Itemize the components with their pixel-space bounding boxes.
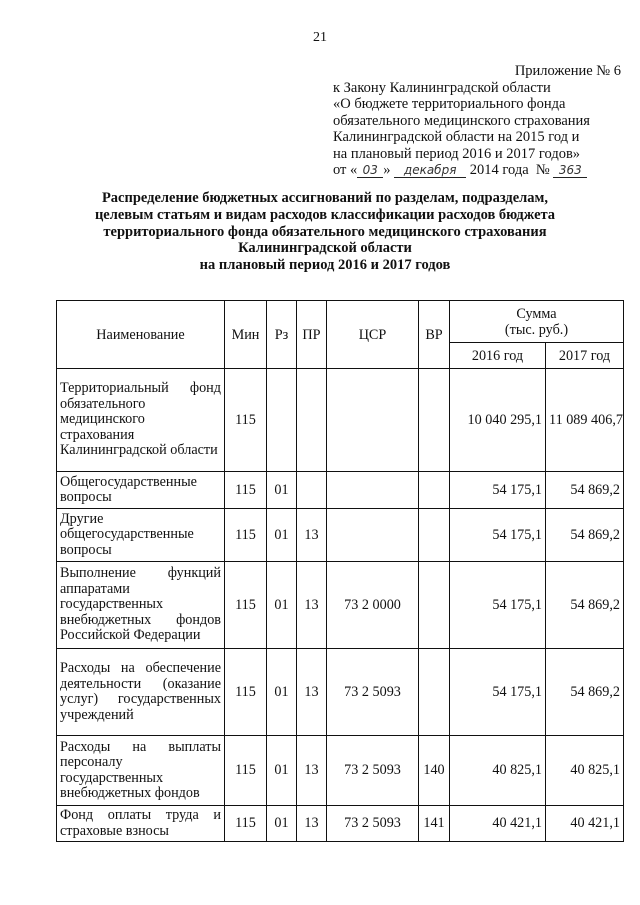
- row-2017: 40 421,1: [546, 806, 624, 842]
- row-csr: 73 2 5093: [327, 649, 419, 736]
- row-min: 115: [225, 472, 267, 509]
- row-2016: 40 421,1: [450, 806, 546, 842]
- row-2016: 40 825,1: [450, 736, 546, 806]
- header-rz: Рз: [267, 301, 297, 369]
- row-pr: 13: [297, 736, 327, 806]
- row-name: Расходы на выплаты персоналу государственных внебюджетных фондов: [57, 736, 225, 806]
- row-csr: [327, 509, 419, 562]
- heading-line: Распределение бюджетных ассигнований по разделам, подразделам,: [101, 190, 549, 206]
- table-row: [57, 736, 624, 806]
- heading-line: Калининградской области: [238, 240, 412, 257]
- row-vr: [419, 509, 450, 562]
- page-number: 21: [313, 30, 327, 45]
- row-csr: [327, 472, 419, 509]
- row-name: Территориальный фонд обязательного медицинского страхования Калининградской области: [57, 369, 225, 472]
- row-csr: 73 2 5093: [327, 806, 419, 842]
- row-csr: 73 2 5093: [327, 736, 419, 806]
- row-rz: 01: [267, 509, 297, 562]
- appendix-line: «О бюджете территориального фонда: [333, 96, 566, 112]
- heading-line: целевым статьям и видам расходов классификации расходов бюджета: [94, 206, 556, 223]
- row-vr: [419, 472, 450, 509]
- row-name: Выполнение функций аппаратами государственных внебюджетных фондов Российской Федерации: [57, 562, 225, 649]
- date-year: 2014 года: [469, 162, 529, 178]
- heading-line: на плановый период 2016 и 2017 годов: [199, 257, 451, 274]
- row-min: 115: [225, 736, 267, 806]
- law-number: 363: [553, 164, 587, 178]
- header-sum: [450, 301, 624, 343]
- header-vr: ВР: [419, 301, 450, 369]
- row-min: 115: [225, 649, 267, 736]
- row-vr: [419, 369, 450, 472]
- document-heading: [60, 190, 590, 274]
- row-name: Расходы на обеспечение деятельности (оказание услуг) государственных учреждений: [57, 649, 225, 736]
- header-2017: 2017 год: [546, 343, 624, 369]
- row-pr: 13: [297, 509, 327, 562]
- row-min: 115: [225, 509, 267, 562]
- header-sum-label: Сумма: [516, 305, 557, 322]
- row-min: 115: [225, 562, 267, 649]
- row-2017: 54 869,2: [546, 562, 624, 649]
- row-csr: [327, 369, 419, 472]
- date-prefix: от «: [333, 162, 358, 178]
- row-vr: [419, 562, 450, 649]
- row-2016: 54 175,1: [450, 562, 546, 649]
- row-rz: 01: [267, 736, 297, 806]
- row-pr: [297, 472, 327, 509]
- row-vr: [419, 649, 450, 736]
- row-rz: 01: [267, 472, 297, 509]
- appendix-line: к Закону Калининградской области: [333, 79, 551, 96]
- header-name: Наименование: [57, 301, 225, 369]
- row-rz: 01: [267, 806, 297, 842]
- number-sign: №: [535, 162, 550, 178]
- row-2016: 54 175,1: [450, 649, 546, 736]
- row-vr: 141: [419, 806, 450, 842]
- header-2016: 2016 год: [450, 343, 546, 369]
- row-pr: 13: [297, 562, 327, 649]
- row-name: Другие общегосударственные вопросы: [57, 509, 225, 562]
- row-pr: 13: [297, 806, 327, 842]
- table-row: [57, 472, 624, 509]
- row-2017: 54 869,2: [546, 509, 624, 562]
- appendix-block: [333, 63, 623, 179]
- row-rz: 01: [267, 562, 297, 649]
- header-csr: ЦСР: [327, 301, 419, 369]
- appendix-line: на плановый период 2016 и 2017 годов»: [333, 145, 581, 162]
- table-row: [57, 369, 624, 472]
- header-min: Мин: [225, 301, 267, 369]
- table-row: [57, 649, 624, 736]
- row-2016: 10 040 295,1: [450, 369, 546, 472]
- budget-table: [56, 300, 624, 842]
- row-2016: 54 175,1: [450, 509, 546, 562]
- date-mid: »: [383, 162, 391, 178]
- row-min: 115: [225, 806, 267, 842]
- row-2017: 54 869,2: [546, 649, 624, 736]
- row-csr: 73 2 0000: [327, 562, 419, 649]
- heading-line: территориального фонда обязательного медицинского страхования: [103, 223, 547, 240]
- table-row: [57, 806, 624, 842]
- row-2016: 54 175,1: [450, 472, 546, 509]
- appendix-line: Калининградской области на 2015 год и: [333, 129, 580, 145]
- row-name: Общегосударственные вопросы: [57, 472, 225, 509]
- row-pr: [297, 369, 327, 472]
- row-name: Фонд оплаты труда и страховые взносы: [57, 806, 225, 842]
- row-rz: [267, 369, 297, 472]
- appendix-title: Приложение № 6: [514, 63, 621, 79]
- row-rz: 01: [267, 649, 297, 736]
- appendix-line: обязательного медицинского страхования: [333, 112, 590, 129]
- row-vr: 140: [419, 736, 450, 806]
- table-row: [57, 509, 624, 562]
- row-2017: 40 825,1: [546, 736, 624, 806]
- row-2017: 11 089 406,7: [546, 369, 624, 472]
- row-min: 115: [225, 369, 267, 472]
- row-2017: 54 869,2: [546, 472, 624, 509]
- appendix-date-line: [333, 162, 623, 179]
- header-pr: ПР: [297, 301, 327, 369]
- table-row: [57, 562, 624, 649]
- row-pr: 13: [297, 649, 327, 736]
- date-month: декабря: [394, 164, 466, 178]
- date-day: 03: [357, 164, 383, 178]
- header-sum-unit: (тыс. руб.): [504, 321, 569, 338]
